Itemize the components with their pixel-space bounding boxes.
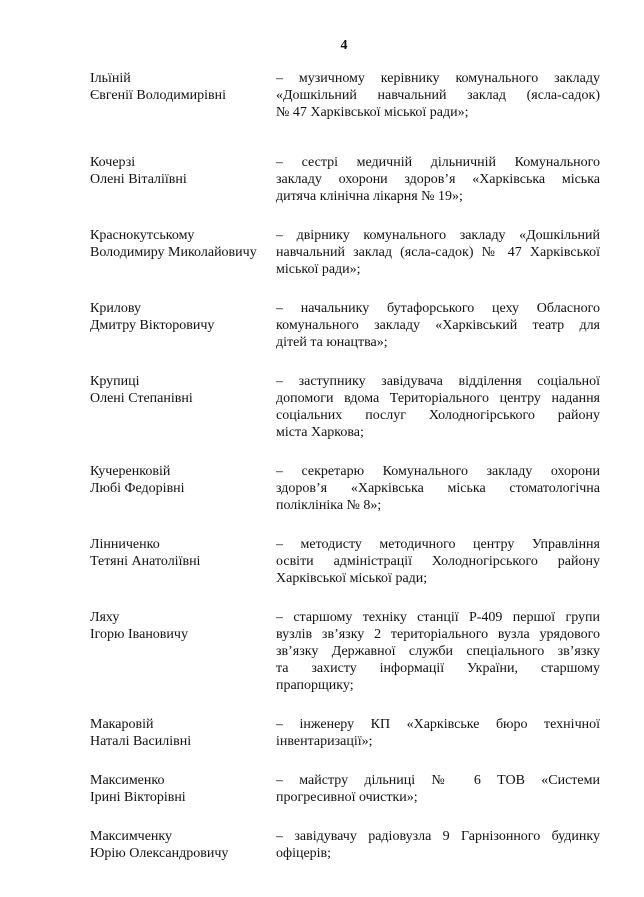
- description-line: дитяча клінічна лікарня № 19»;: [276, 189, 463, 204]
- surname: Максимченку: [90, 829, 173, 844]
- description-line: – методисту методичного центру Управління: [276, 537, 600, 552]
- recipient-name: [90, 227, 276, 278]
- surname: Ляху: [90, 610, 120, 625]
- description-line: інвентаризації»;: [276, 734, 373, 749]
- description-line: – інженеру КП «Харківське бюро технічної: [276, 717, 600, 732]
- list-entry: [90, 828, 600, 862]
- list-entry: [90, 716, 600, 750]
- surname: Крупиці: [90, 374, 140, 389]
- given-names: Ігорю Івановичу: [90, 627, 188, 642]
- description-line: прапорщику;: [276, 678, 354, 693]
- description-line: поліклініка № 8»;: [276, 498, 382, 513]
- description-line: зв’язку Державної служби спеціального зв’язку: [276, 644, 600, 659]
- given-names: Олені Степанівні: [90, 391, 193, 406]
- given-names: Тетяні Анатоліївні: [90, 554, 201, 569]
- recipient-name: [90, 463, 276, 514]
- surname: Кучеренковій: [90, 464, 171, 479]
- description-line: «Дошкільний навчальний заклад (ясла-садок): [276, 88, 600, 103]
- recipient-name: [90, 828, 276, 862]
- position-description: [276, 300, 600, 351]
- position-description: [276, 716, 600, 750]
- surname: Ільїній: [90, 71, 131, 86]
- description-line: офіцерів;: [276, 846, 332, 861]
- given-names: Ірині Вікторівні: [90, 790, 186, 805]
- list-entry: [90, 70, 600, 121]
- award-list: [90, 70, 600, 862]
- recipient-name: [90, 716, 276, 750]
- given-names: Олені Віталіївні: [90, 172, 187, 187]
- given-names: Володимиру Миколайовичу: [90, 245, 257, 260]
- description-line: прогресивної очистки»;: [276, 790, 418, 805]
- position-description: [276, 154, 600, 205]
- surname: Лінниченко: [90, 537, 160, 552]
- description-line: № 47 Харківської міської ради»;: [276, 105, 469, 120]
- description-line: та захисту інформації України, старшому: [276, 661, 600, 676]
- description-line: – секретарю Комунального закладу охорони: [276, 464, 600, 479]
- position-description: [276, 536, 600, 587]
- description-line: освіти адміністрації Холодногірського району: [276, 554, 600, 569]
- list-entry: [90, 772, 600, 806]
- description-line: – сестрі медичній дільничній Комунального: [276, 155, 600, 170]
- description-line: навчальний заклад (ясла-садок) № 47 Харківської: [276, 245, 600, 260]
- position-description: [276, 463, 600, 514]
- surname: Максименко: [90, 773, 165, 788]
- description-line: комунального закладу «Харківський театр для: [276, 318, 600, 333]
- given-names: Любі Федорівні: [90, 481, 185, 496]
- list-entry: [90, 536, 600, 587]
- page-number: 4: [340, 38, 348, 53]
- description-line: здоров’я «Харківська міська стоматологічна: [276, 481, 600, 496]
- description-line: – старшому техніку станції Р-409 першої групи: [276, 610, 600, 625]
- recipient-name: [90, 70, 276, 121]
- position-description: [276, 772, 600, 806]
- recipient-name: [90, 300, 276, 351]
- description-line: Харківської міської ради;: [276, 571, 428, 586]
- surname: Крилову: [90, 301, 141, 316]
- list-entry: [90, 463, 600, 514]
- description-line: – майстру дільниці № 6 ТОВ «Системи: [276, 773, 600, 788]
- description-line: – двірнику комунального закладу «Дошкільний: [276, 228, 600, 243]
- recipient-name: [90, 772, 276, 806]
- position-description: [276, 373, 600, 441]
- description-line: дітей та юнацтва»;: [276, 335, 388, 350]
- given-names: Наталі Василівні: [90, 734, 192, 749]
- description-line: – начальнику бутафорського цеху Обласного: [276, 301, 600, 316]
- list-entry: [90, 300, 600, 351]
- surname: Кочерзі: [90, 155, 136, 170]
- description-line: допомоги вдома Територіального центру надання: [276, 391, 600, 406]
- description-line: вузлів зв’язку 2 територіального вузла урядового: [276, 627, 600, 642]
- surname: Макаровій: [90, 717, 154, 732]
- description-line: закладу охорони здоров’я «Харківська міська: [276, 172, 600, 187]
- recipient-name: [90, 373, 276, 441]
- list-entry: [90, 227, 600, 278]
- description-line: міської ради»;: [276, 262, 361, 277]
- given-names: Дмитру Вікторовичу: [90, 318, 215, 333]
- position-description: [276, 227, 600, 278]
- recipient-name: [90, 536, 276, 587]
- surname: Краснокутському: [90, 228, 195, 243]
- description-line: – заступнику завідувача відділення соціальної: [276, 374, 600, 389]
- description-line: – музичному керівнику комунального закладу: [276, 71, 600, 86]
- list-entry: [90, 373, 600, 441]
- recipient-name: [90, 609, 276, 694]
- position-description: [276, 609, 600, 694]
- given-names: Юрію Олександровичу: [90, 846, 229, 861]
- given-names: Євгенії Володимирівні: [90, 88, 226, 103]
- list-entry: [90, 154, 600, 205]
- description-line: міста Харкова;: [276, 425, 364, 440]
- recipient-name: [90, 154, 276, 205]
- description-line: соціальних послуг Холодногірського району: [276, 408, 600, 423]
- position-description: [276, 70, 600, 121]
- list-entry: [90, 609, 600, 694]
- position-description: [276, 828, 600, 862]
- description-line: – завідувачу радіовузла 9 Гарнізонного будинку: [276, 829, 600, 844]
